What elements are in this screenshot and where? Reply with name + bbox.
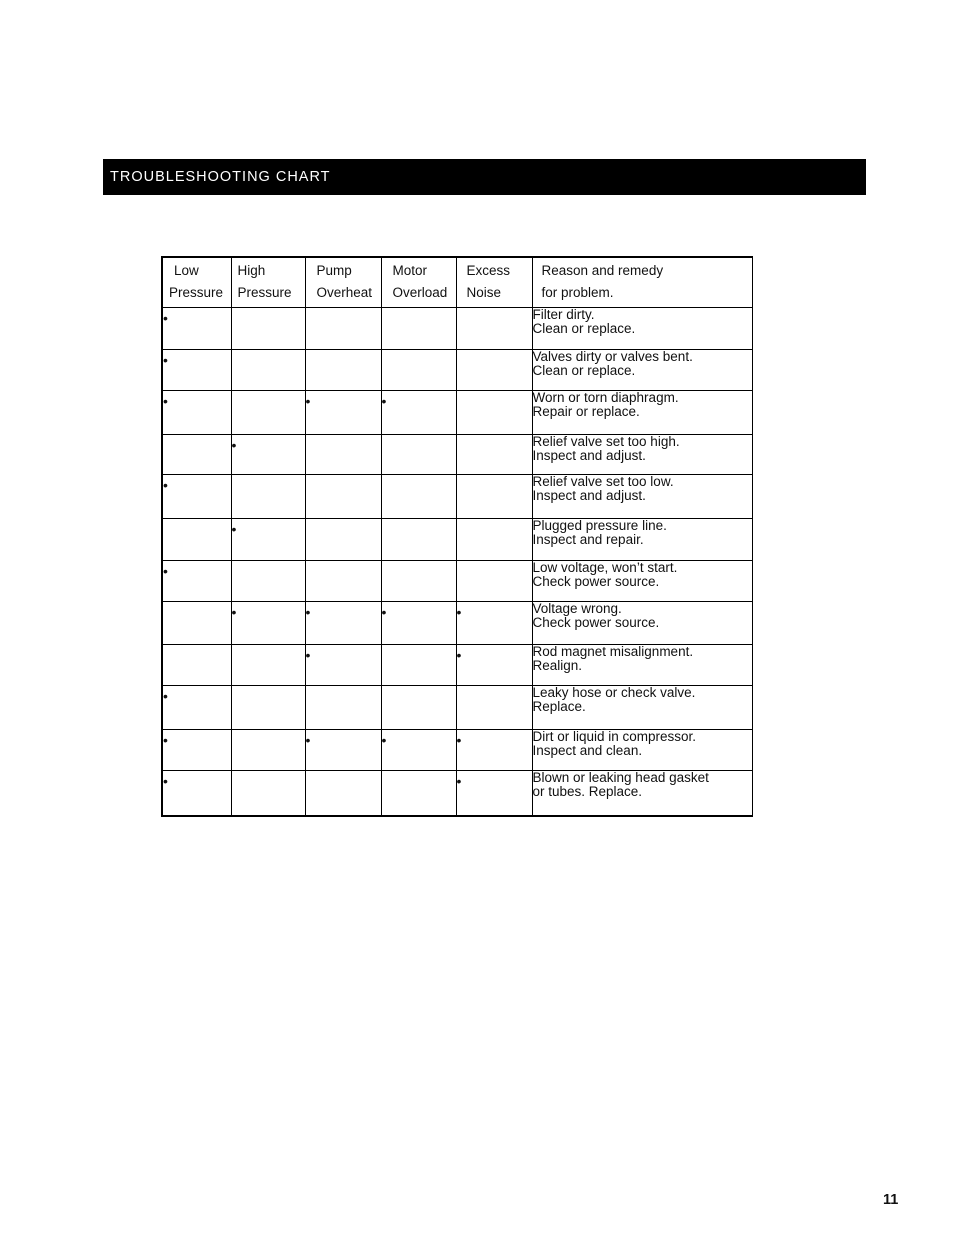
cell-pump-overheat [305, 391, 381, 435]
table-row [162, 475, 752, 519]
bullet-mark: • [163, 352, 168, 368]
remedy-text: Inspect and adjust. [532, 448, 646, 463]
table-row [162, 435, 752, 475]
cell-pump-overheat [305, 519, 381, 561]
cell-pump-overheat [305, 771, 381, 816]
table-row [162, 561, 752, 602]
bullet-mark: • [163, 563, 168, 579]
bullet-mark: • [163, 477, 168, 493]
troubleshooting-table [161, 256, 753, 817]
cell-low-pressure [162, 730, 231, 771]
reason-text: Filter dirty. [532, 307, 595, 322]
cell-pump-overheat [305, 475, 381, 519]
reason-text: Rod magnet misalignment. [532, 644, 694, 659]
column-header-low-pressure: Low Pressure [162, 257, 231, 308]
reason-text: Blown or leaking head gasket [532, 770, 709, 785]
cell-high-pressure [231, 435, 305, 475]
cell-high-pressure [231, 350, 305, 391]
reason-text: Plugged pressure line. [532, 518, 667, 533]
cell-low-pressure [162, 391, 231, 435]
cell-reason-remedy [532, 561, 752, 602]
remedy-text: Inspect and clean. [532, 743, 643, 758]
bullet-mark: • [163, 773, 168, 789]
cell-reason-remedy [532, 391, 752, 435]
cell-pump-overheat [305, 645, 381, 686]
cell-reason-remedy [532, 350, 752, 391]
reason-text: Relief valve set too high. [532, 434, 680, 449]
bullet-mark: • [456, 647, 462, 663]
cell-low-pressure [162, 602, 231, 645]
table-header-row [162, 257, 752, 308]
remedy-text: Inspect and repair. [532, 532, 644, 547]
remedy-text: Check power source. [532, 615, 660, 630]
page-number: 11 [883, 1192, 899, 1208]
cell-pump-overheat [305, 561, 381, 602]
remedy-text: Realign. [532, 658, 583, 673]
table-row [162, 730, 752, 771]
bullet-mark: • [163, 393, 168, 409]
cell-pump-overheat [305, 602, 381, 645]
reason-text: Leaky hose or check valve. [532, 685, 696, 700]
cell-reason-remedy [532, 308, 752, 350]
section-title: TROUBLESHOOTING CHART [110, 169, 331, 185]
cell-low-pressure [162, 435, 231, 475]
section-header-bar [103, 159, 866, 195]
bullet-mark: • [231, 437, 237, 453]
cell-motor-overload [381, 391, 456, 435]
table-row [162, 391, 752, 435]
cell-pump-overheat [305, 350, 381, 391]
cell-excess-noise [456, 350, 532, 391]
cell-motor-overload [381, 686, 456, 730]
reason-text: Voltage wrong. [532, 601, 622, 616]
cell-low-pressure [162, 350, 231, 391]
cell-excess-noise [456, 686, 532, 730]
reason-text: Worn or torn diaphragm. [532, 390, 679, 405]
cell-low-pressure [162, 308, 231, 350]
cell-excess-noise [456, 308, 532, 350]
cell-low-pressure [162, 475, 231, 519]
cell-high-pressure [231, 475, 305, 519]
column-header-high-pressure: High Pressure [231, 257, 305, 308]
cell-motor-overload [381, 435, 456, 475]
column-header-pump-overheat: Pump Overheat [305, 257, 381, 308]
cell-excess-noise [456, 391, 532, 435]
column-header-reason-remedy: Reason and remedy for problem. [532, 257, 752, 308]
remedy-text: Repair or replace. [532, 404, 640, 419]
cell-excess-noise [456, 561, 532, 602]
bullet-mark: • [163, 688, 168, 704]
bullet-mark: • [231, 521, 237, 537]
bullet-mark: • [381, 732, 387, 748]
cell-high-pressure [231, 645, 305, 686]
cell-pump-overheat [305, 435, 381, 475]
column-header-excess-noise: Excess Noise [456, 257, 532, 308]
table-row [162, 645, 752, 686]
bullet-mark: • [456, 732, 462, 748]
cell-low-pressure [162, 771, 231, 816]
table-row [162, 771, 752, 816]
cell-motor-overload [381, 730, 456, 771]
cell-excess-noise [456, 435, 532, 475]
cell-high-pressure [231, 686, 305, 730]
cell-motor-overload [381, 350, 456, 391]
cell-excess-noise [456, 645, 532, 686]
bullet-mark: • [381, 393, 387, 409]
table-body [162, 308, 752, 816]
cell-high-pressure [231, 561, 305, 602]
cell-reason-remedy [532, 645, 752, 686]
reason-text: Valves dirty or valves bent. [532, 349, 693, 364]
cell-excess-noise [456, 519, 532, 561]
reason-text: Relief valve set too low. [532, 474, 674, 489]
cell-high-pressure [231, 771, 305, 816]
cell-high-pressure [231, 308, 305, 350]
remedy-text: Inspect and adjust. [532, 488, 646, 503]
cell-low-pressure [162, 645, 231, 686]
cell-pump-overheat [305, 686, 381, 730]
cell-low-pressure [162, 561, 231, 602]
column-header-motor-overload: Motor Overload [381, 257, 456, 308]
cell-reason-remedy [532, 475, 752, 519]
cell-reason-remedy [532, 730, 752, 771]
cell-pump-overheat [305, 730, 381, 771]
cell-excess-noise [456, 602, 532, 645]
cell-pump-overheat [305, 308, 381, 350]
cell-motor-overload [381, 771, 456, 816]
cell-low-pressure [162, 519, 231, 561]
cell-motor-overload [381, 308, 456, 350]
cell-reason-remedy [532, 771, 752, 816]
cell-excess-noise [456, 771, 532, 816]
cell-excess-noise [456, 730, 532, 771]
table-row [162, 686, 752, 730]
reason-text: Low voltage, won’t start. [532, 560, 678, 575]
cell-low-pressure [162, 686, 231, 730]
remedy-text: Check power source. [532, 574, 660, 589]
remedy-text: Replace. [532, 699, 586, 714]
cell-motor-overload [381, 645, 456, 686]
remedy-text: Clean or replace. [532, 363, 636, 378]
cell-high-pressure [231, 730, 305, 771]
bullet-mark: • [305, 393, 311, 409]
bullet-mark: • [381, 604, 387, 620]
cell-motor-overload [381, 561, 456, 602]
cell-reason-remedy [532, 686, 752, 730]
cell-reason-remedy [532, 519, 752, 561]
cell-motor-overload [381, 475, 456, 519]
bullet-mark: • [456, 604, 462, 620]
bullet-mark: • [456, 773, 462, 789]
cell-reason-remedy [532, 602, 752, 645]
remedy-text: Clean or replace. [532, 321, 636, 336]
bullet-mark: • [305, 604, 311, 620]
table-row [162, 308, 752, 350]
table-row [162, 602, 752, 645]
remedy-text: or tubes. Replace. [532, 784, 643, 799]
table-row [162, 519, 752, 561]
bullet-mark: • [163, 732, 168, 748]
cell-reason-remedy [532, 435, 752, 475]
reason-text: Dirt or liquid in compressor. [532, 729, 697, 744]
bullet-mark: • [231, 604, 237, 620]
cell-excess-noise [456, 475, 532, 519]
cell-high-pressure [231, 602, 305, 645]
cell-high-pressure [231, 519, 305, 561]
cell-motor-overload [381, 519, 456, 561]
table-row [162, 350, 752, 391]
bullet-mark: • [305, 647, 311, 663]
cell-motor-overload [381, 602, 456, 645]
bullet-mark: • [163, 310, 168, 326]
bullet-mark: • [305, 732, 311, 748]
cell-high-pressure [231, 391, 305, 435]
